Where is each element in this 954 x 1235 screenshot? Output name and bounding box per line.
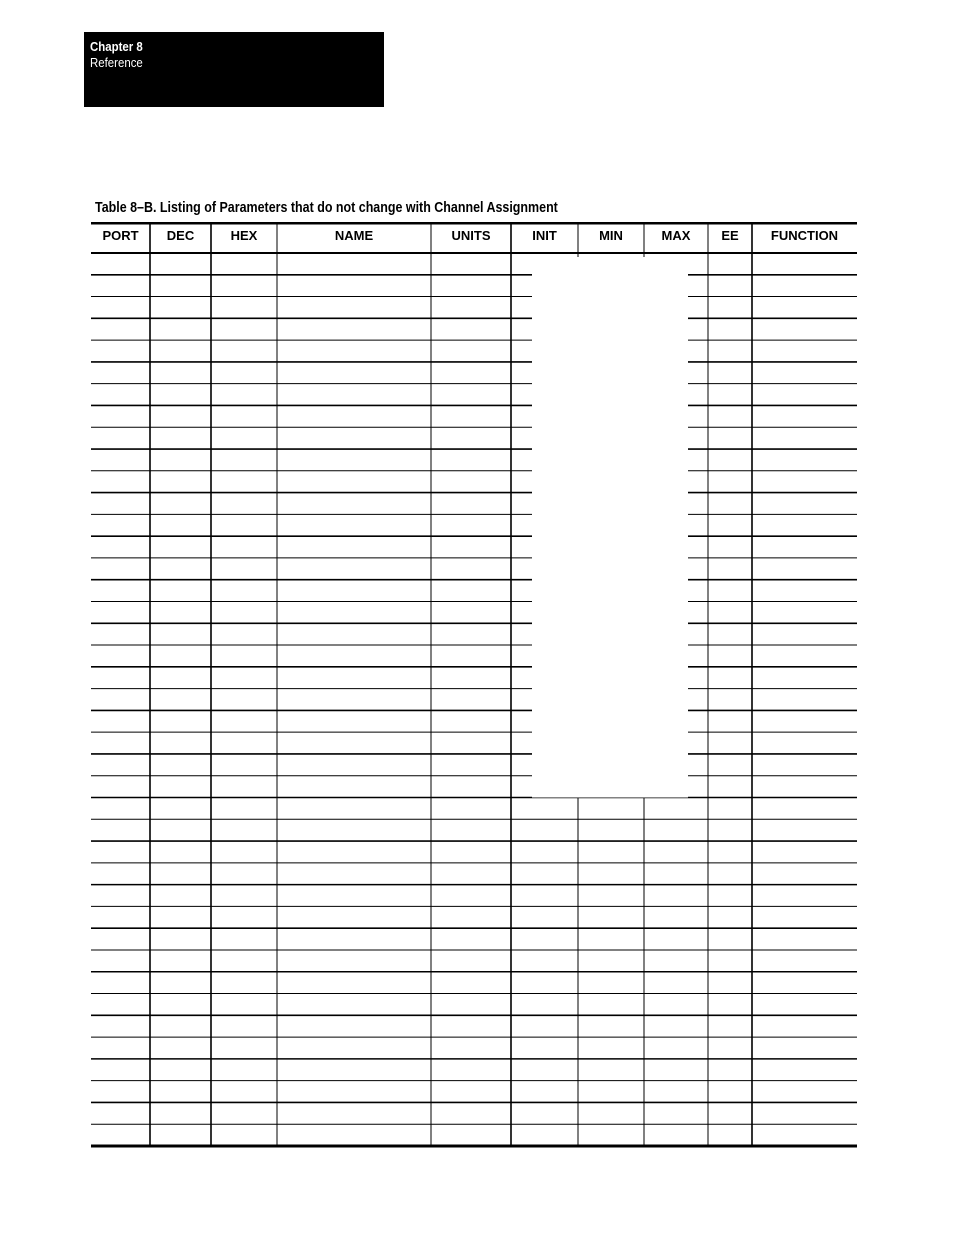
parameter-table [91,222,857,1148]
table-caption: Table 8–B. Listing of Parameters that do not change with Channel Assignment [95,200,558,216]
column-header-units: UNITS [451,228,491,243]
column-header-hex: HEX [230,228,258,243]
column-header-dec: DEC [166,228,195,243]
column-header-port: PORT [102,228,139,243]
column-header-max: MAX [661,228,691,243]
column-header-ee: EE [721,228,739,243]
chapter-title: Chapter 8 [90,39,143,54]
column-header-min: MIN [599,228,623,243]
parameter-table-grid [91,222,857,1148]
chapter-section: Reference [90,55,143,70]
column-header-function: FUNCTION [770,228,839,243]
chapter-header-box [84,32,384,107]
column-header-init: INIT [532,228,557,243]
column-header-name: NAME [334,228,374,243]
blank-shared-region [532,256,688,798]
